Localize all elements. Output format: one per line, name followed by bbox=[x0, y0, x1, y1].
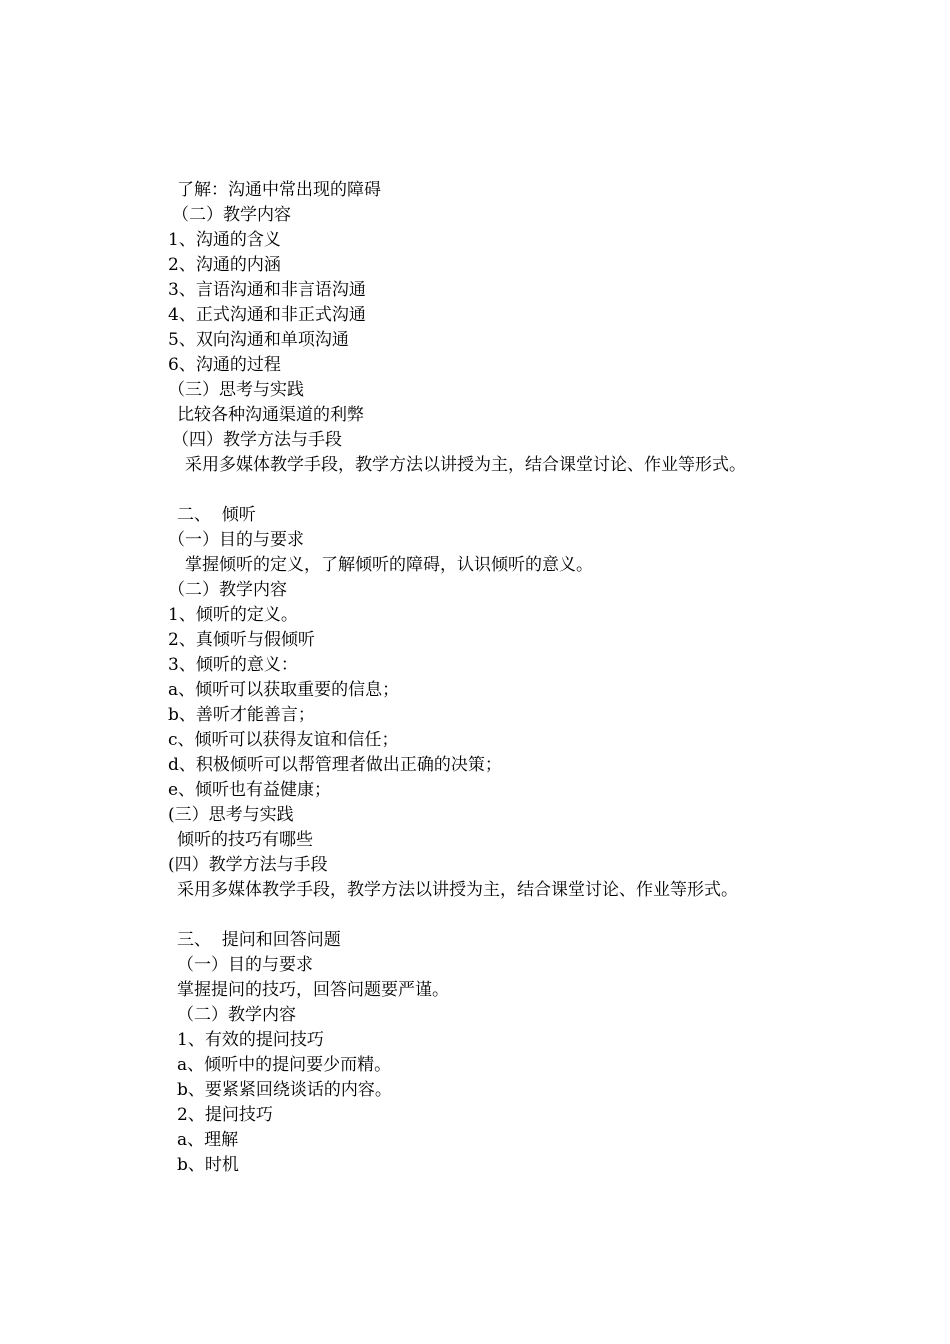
text-line-11: （四）教学方法与手段 bbox=[172, 430, 342, 450]
text-line-19: 3、倾听的意义： bbox=[168, 655, 298, 675]
text-line-4: 2、沟通的内涵 bbox=[168, 255, 281, 275]
text-line-31: 掌握提问的技巧，回答问题要严谨。 bbox=[177, 980, 449, 1000]
text-line-21: b、善听才能善言； bbox=[168, 705, 315, 725]
text-line-15: 掌握倾听的定义，了解倾听的障碍，认识倾听的意义。 bbox=[185, 555, 593, 575]
text-line-23: d、积极倾听可以帮管理者做出正确的决策； bbox=[168, 755, 502, 775]
text-line-1: 了解：沟通中常出现的障碍 bbox=[177, 180, 381, 200]
text-line-8: 6、沟通的过程 bbox=[168, 355, 281, 375]
text-line-5: 3、言语沟通和非言语沟通 bbox=[168, 280, 366, 300]
text-line-28: 采用多媒体教学手段，教学方法以讲授为主，结合课堂讨论、作业等形式。 bbox=[177, 880, 738, 900]
text-line-33: 1、有效的提问技巧 bbox=[177, 1030, 324, 1050]
text-line-34: a、倾听中的提问要少而精。 bbox=[177, 1055, 392, 1075]
text-line-38: b、时机 bbox=[177, 1155, 239, 1175]
text-line-3: 1、沟通的含义 bbox=[168, 230, 281, 250]
text-line-14: （一）目的与要求 bbox=[168, 530, 304, 550]
text-line-16: （二）教学内容 bbox=[168, 580, 287, 600]
text-line-27: (四）教学方法与手段 bbox=[168, 855, 328, 875]
section-heading-2: 二、 倾听 bbox=[177, 505, 256, 525]
text-line-24: e、倾听也有益健康； bbox=[168, 780, 332, 800]
text-line-37: a、理解 bbox=[177, 1130, 239, 1150]
text-line-7: 5、双向沟通和单项沟通 bbox=[168, 330, 349, 350]
text-line-32: （二）教学内容 bbox=[177, 1005, 296, 1025]
text-line-35: b、要紧紧回绕谈话的内容。 bbox=[177, 1080, 392, 1100]
text-line-17: 1、倾听的定义。 bbox=[168, 605, 298, 625]
text-line-12: 采用多媒体教学手段，教学方法以讲授为主，结合课堂讨论、作业等形式。 bbox=[185, 455, 746, 475]
text-line-25: (三）思考与实践 bbox=[168, 805, 294, 825]
text-line-26: 倾听的技巧有哪些 bbox=[177, 830, 313, 850]
section-heading-3: 三、 提问和回答问题 bbox=[177, 930, 341, 950]
text-line-6: 4、正式沟通和非正式沟通 bbox=[168, 305, 366, 325]
text-line-30: （一）目的与要求 bbox=[177, 955, 313, 975]
text-line-10: 比较各种沟通渠道的利弊 bbox=[177, 405, 364, 425]
text-line-18: 2、真倾听与假倾听 bbox=[168, 630, 315, 650]
text-line-20: a、倾听可以获取重要的信息； bbox=[168, 680, 400, 700]
text-line-36: 2、提问技巧 bbox=[177, 1105, 273, 1125]
text-line-9: （三）思考与实践 bbox=[168, 380, 304, 400]
text-line-2: （二）教学内容 bbox=[172, 205, 291, 225]
text-line-22: c、倾听可以获得友谊和信任； bbox=[168, 730, 399, 750]
